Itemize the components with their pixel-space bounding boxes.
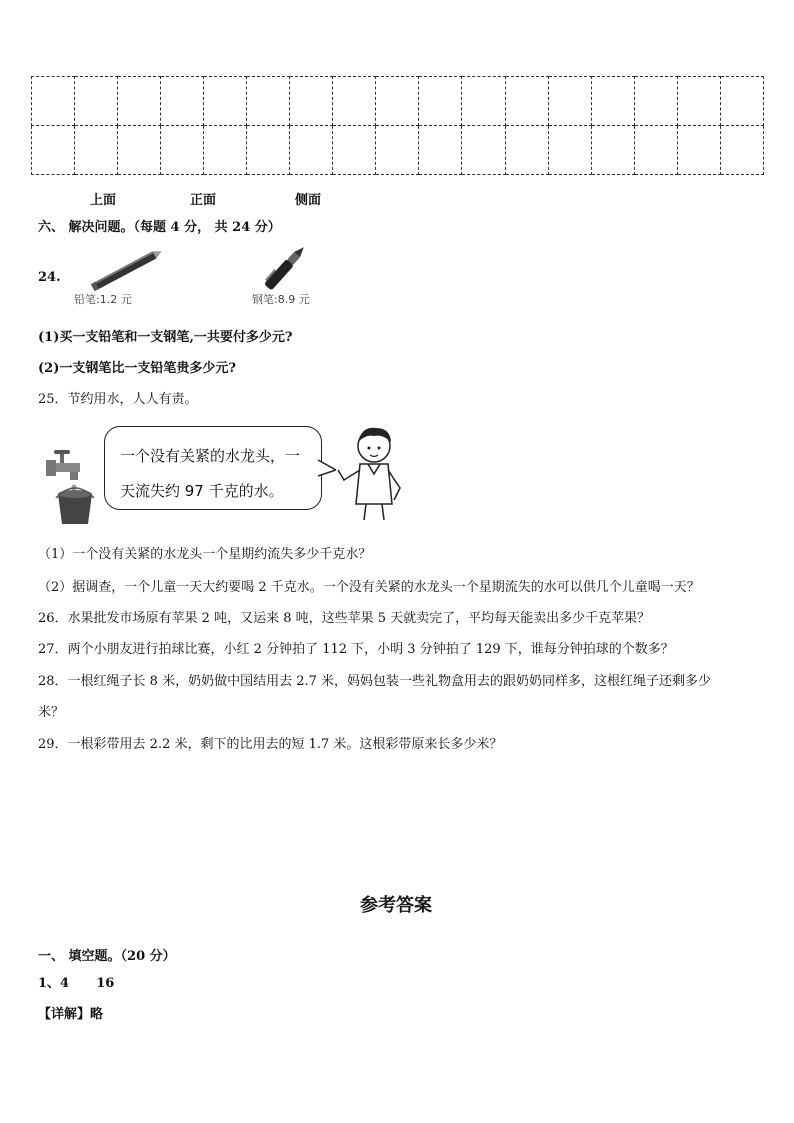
grid-cell <box>505 77 548 126</box>
grid-cell <box>118 77 161 126</box>
grid-cell <box>720 126 763 175</box>
view-label-front: 正面 <box>190 193 217 208</box>
pen-icon <box>255 242 315 294</box>
q25-sub1: （1）一个没有关紧的水龙头一个星期约流失多少千克水？ <box>38 547 372 562</box>
grid-cell <box>204 126 247 175</box>
grid-cell <box>75 77 118 126</box>
grid-cell <box>462 77 505 126</box>
grid-cell <box>333 126 376 175</box>
q25-sub2: （2）据调查，一个儿童一天大约要喝 2 千克水。一个没有关紧的水龙头一个星期流失的水可以供几个儿童喝一天？ <box>38 580 700 595</box>
grid-cell <box>75 126 118 175</box>
grid-cell <box>677 77 720 126</box>
grid-cell <box>591 126 634 175</box>
grid-cell <box>118 126 161 175</box>
grid-cell <box>290 77 333 126</box>
grid-cell <box>677 126 720 175</box>
answers-title: 参考答案 <box>360 895 432 916</box>
view-label-side: 侧面 <box>295 193 322 208</box>
q24-number: 24. <box>38 270 61 285</box>
grid-cell <box>290 126 333 175</box>
pencil-icon <box>88 244 168 294</box>
q29-text: 29．一根彩带用去 2.2 米，剩下的比用去的短 1.7 米。这根彩带原来长多少米？ <box>38 737 503 752</box>
q25-intro: 25．节约用水，人人有责。 <box>38 392 198 407</box>
grid-cell <box>462 126 505 175</box>
grid-cell <box>32 126 75 175</box>
answer-detail: 【详解】略 <box>38 1007 104 1022</box>
grid-cell <box>247 126 290 175</box>
q27-text: 27．两个小朋友进行拍球比赛，小红 2 分钟拍了 112 下，小明 3 分钟拍了 129 下，谁每分钟拍球的个数多？ <box>38 642 674 657</box>
grid-cell <box>204 77 247 126</box>
grid-cell <box>247 77 290 126</box>
answer-item-1: 1、4 16 <box>38 976 115 991</box>
answers-section-1: 一、 填空题。（20 分） <box>38 949 176 964</box>
grid-cell <box>591 77 634 126</box>
grid-cell <box>548 77 591 126</box>
pen-caption: 钢笔:8.9 元 <box>252 293 310 306</box>
faucet-bucket-icon <box>40 448 102 528</box>
bubble-line-1: 一个没有关紧的水龙头，一 <box>120 447 301 465</box>
answer-grid <box>31 76 764 175</box>
grid-cell <box>376 126 419 175</box>
grid-cell <box>505 126 548 175</box>
q28-line-2: 米？ <box>38 705 65 720</box>
section-6-heading: 六、 解决问题。（每题 4 分， 共 24 分） <box>38 220 281 235</box>
q24-sub2: (2)一支钢笔比一支铅笔贵多少元? <box>38 361 236 376</box>
grid-cell <box>634 126 677 175</box>
grid-row <box>32 126 764 175</box>
grid-cell <box>419 77 462 126</box>
q24-sub1: (1)买一支铅笔和一支钢笔,一共要付多少元? <box>38 330 293 345</box>
grid-cell <box>419 126 462 175</box>
bubble-line-2: 天流失约 97 千克的水。 <box>120 482 284 500</box>
grid-cell <box>376 77 419 126</box>
q28-line-1: 28．一根红绳子长 8 米，奶奶做中国结用去 2.7 米，妈妈包装一些礼物盒用去的跟奶奶同样多，这根红绳子还剩多少 <box>38 674 712 689</box>
boy-illustration <box>328 422 408 522</box>
q26-text: 26．水果批发市场原有苹果 2 吨，又运来 8 吨，这些苹果 5 天就卖完了，平均每天能卖出多少千克苹果？ <box>38 611 651 626</box>
pencil-caption: 铅笔:1.2 元 <box>74 293 132 306</box>
grid-cell <box>161 126 204 175</box>
grid-cell <box>32 77 75 126</box>
grid-row <box>32 77 764 126</box>
grid-cell <box>333 77 376 126</box>
grid-cell <box>720 77 763 126</box>
grid-cell <box>634 77 677 126</box>
view-label-top: 上面 <box>90 193 117 208</box>
grid-cell <box>161 77 204 126</box>
grid-cell <box>548 126 591 175</box>
